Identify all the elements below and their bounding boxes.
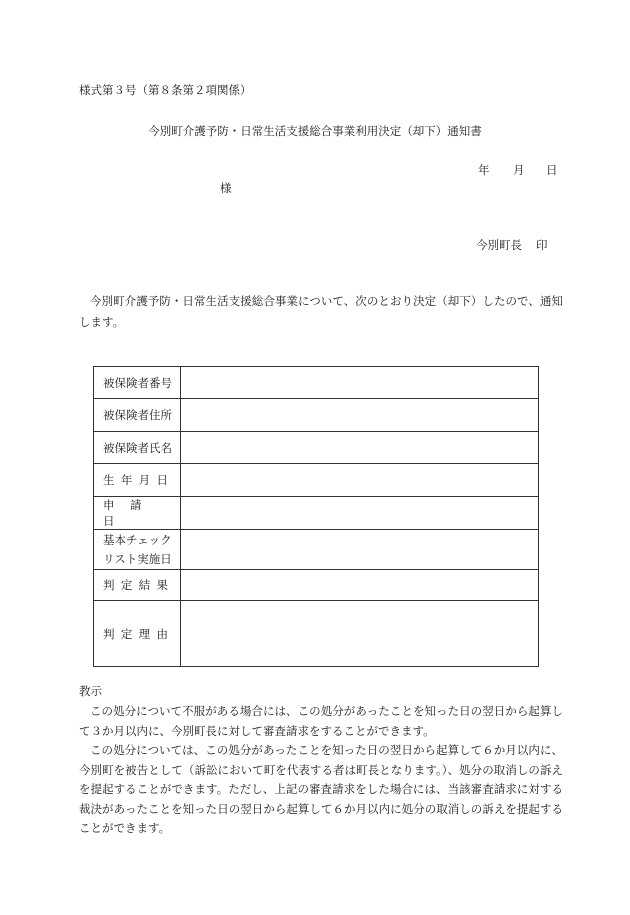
row-value: [181, 530, 539, 570]
row-value: [181, 570, 539, 601]
row-label-line2: リスト実施日: [103, 551, 172, 566]
table-row: [94, 367, 539, 399]
table-row: [94, 601, 539, 667]
issuer-name: 今別町長: [476, 238, 522, 252]
notice-paragraph-2: この処分については、この処分があったことを知った日の翌日から起算して６か月以内に、今別町を被告として（訴訟において町を代表する者は町長となります。）、処分の取消しの訴えを提起することができます。ただし、上記の審査請求をした場合には、当該審査請求に対する裁決があったことを知った日の翌日から起算して６か月以内に処分の取消しの訴えを提起することができます。: [79, 743, 563, 836]
row-value: [181, 601, 539, 667]
date-year-label: 年: [478, 163, 490, 177]
document-title: 今別町介護予防・日常生活支援総合事業利用決定（却下）通知書: [148, 124, 482, 138]
notice-heading: 教示: [79, 684, 102, 698]
form-number: 様式第３号（第８条第２項関係）: [79, 83, 252, 97]
notice-paragraph-1: この処分について不服がある場合には、この処分があったことを知った日の翌日から起算して３か月以内に、今別町長に対して審査請求をすることができます。: [79, 704, 563, 738]
row-label: 生年月日: [94, 464, 181, 497]
row-label: [94, 530, 181, 570]
table-row: [94, 399, 539, 432]
table-row: [94, 464, 539, 497]
row-value: [181, 464, 539, 497]
info-table: [93, 366, 539, 667]
table-row: [94, 432, 539, 464]
row-label: 申請日: [94, 497, 181, 530]
table-row: [94, 570, 539, 601]
issuer: [476, 237, 548, 253]
row-label: 被保険者氏名: [94, 432, 181, 464]
row-label-line1: 基本チェック: [103, 532, 172, 547]
body-text: 今別町介護予防・日常生活支援総合事業について、次のとおり決定（却下）したので、通知します。: [79, 294, 563, 329]
row-label: 被保険者住所: [94, 399, 181, 432]
addressee-suffix: 様: [220, 181, 232, 195]
table-row: [94, 530, 539, 570]
date-day-label: 日: [546, 163, 558, 177]
row-label: 被保険者番号: [94, 367, 181, 399]
date-month-label: 月: [513, 163, 525, 177]
row-value: [181, 497, 539, 530]
row-value: [181, 399, 539, 432]
row-label: 判定理由: [94, 601, 181, 667]
table-row: [94, 497, 539, 530]
row-value: [181, 367, 539, 399]
row-value: [181, 432, 539, 464]
issuer-seal: 印: [536, 238, 548, 252]
row-label: 判定結果: [94, 570, 181, 601]
